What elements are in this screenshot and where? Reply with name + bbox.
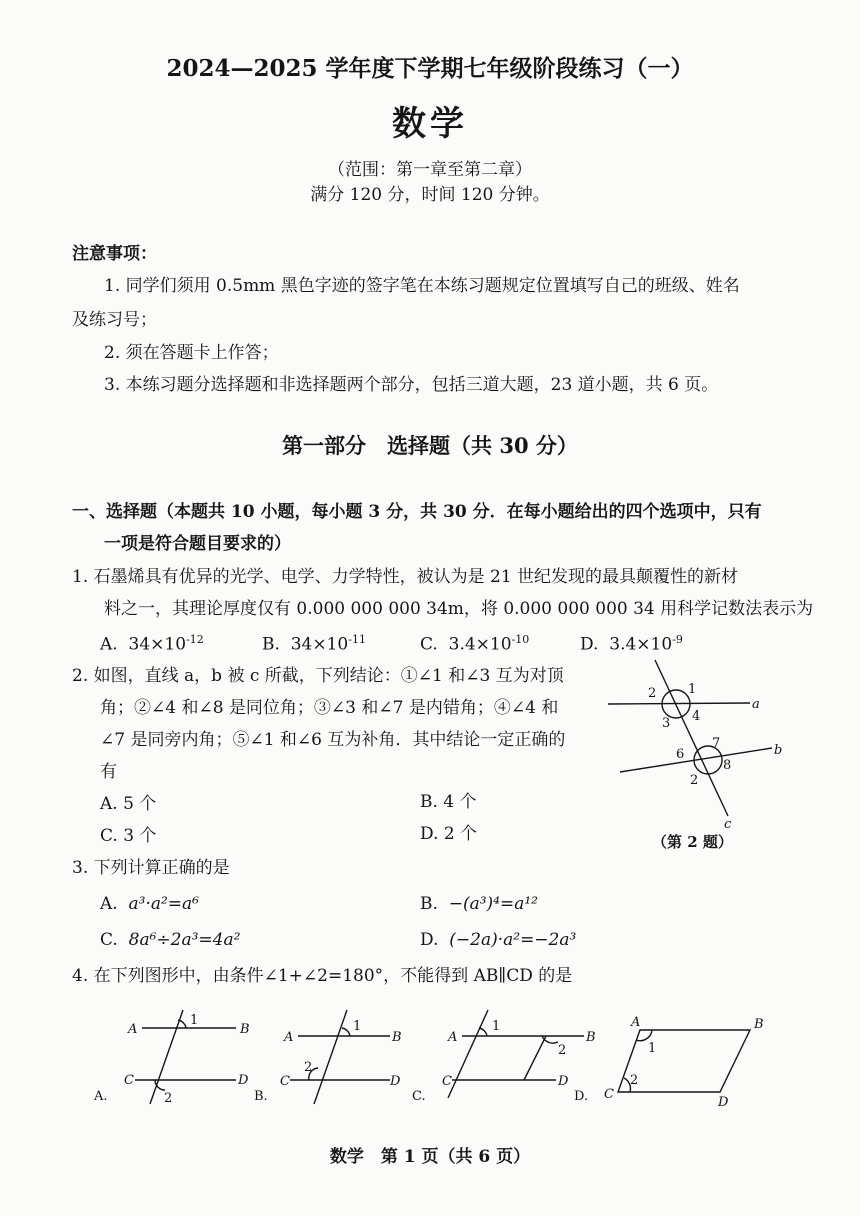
svg-text:C: C <box>124 1073 134 1088</box>
svg-text:2: 2 <box>558 1043 567 1058</box>
svg-text:A.: A. <box>94 1089 108 1104</box>
label-a: a <box>752 697 760 712</box>
q1-line1: 1. 石墨烯具有优异的光学、电学、力学特性，被认为是 21 世纪发现的最具颠覆性的新材 <box>72 567 739 587</box>
section-heading-cont: 一项是符合题目要求的） <box>104 534 291 554</box>
label-1: 1 <box>688 682 697 697</box>
q1-option-b: B. $34\times 10^{-11}$ <box>262 633 366 655</box>
svg-text:2: 2 <box>164 1091 173 1106</box>
label-4: 4 <box>692 709 701 724</box>
part1-title: 第一部分 选择题（共 30 分） <box>282 433 578 458</box>
q3-option-c: C. 8a⁶÷2a³=4a² <box>100 930 241 950</box>
label-8: 8 <box>723 758 732 773</box>
label-7: 7 <box>712 736 721 751</box>
q4-figures <box>90 998 810 1113</box>
svg-text:D: D <box>238 1073 249 1088</box>
q4-figure-a <box>135 1010 236 1104</box>
score-time: 满分 120 分，时间 120 分钟。 <box>310 185 550 205</box>
svg-text:1: 1 <box>492 1019 501 1034</box>
q2-line1: 2. 如图，直线 a，b 被 c 所截，下列结论：①∠1 和∠3 互为对顶 <box>72 666 564 686</box>
svg-text:C.: C. <box>412 1089 426 1104</box>
svg-text:1: 1 <box>190 1013 199 1028</box>
label-b: b <box>774 743 783 758</box>
note-item-1: 1. 同学们须用 0.5mm 黑色字迹的签字笔在本练习题规定位置填写自己的班级、姓名 <box>104 276 740 296</box>
label-c: c <box>724 817 732 830</box>
svg-text:D: D <box>390 1074 401 1089</box>
q1-option-d: D. $3.4\times 10^{-9}$ <box>580 633 683 655</box>
note-item-2: 2. 须在答题卡上作答； <box>104 343 279 363</box>
q2-line3: ∠7 是同旁内角；⑤∠1 和∠6 互为补角．其中结论一定正确的 <box>100 730 566 750</box>
q3-option-b: B. −(a³)⁴=a¹² <box>420 894 539 914</box>
q2-figure-caption: （第 2 题） <box>652 833 733 851</box>
svg-text:B: B <box>754 1017 764 1032</box>
label-3: 3 <box>662 716 671 731</box>
q2-option-b: B. 4 个 <box>420 792 477 812</box>
svg-text:A: A <box>284 1030 294 1045</box>
svg-text:A: A <box>448 1030 458 1045</box>
svg-text:C: C <box>442 1074 452 1089</box>
q3-option-d: D. (−2a)·a²=−2a³ <box>420 930 577 950</box>
svg-text:B.: B. <box>254 1089 268 1104</box>
q4-figure-b <box>290 1010 390 1104</box>
svg-text:D: D <box>558 1074 569 1089</box>
svg-text:A: A <box>631 1015 641 1030</box>
q2-line4: 有 <box>100 762 117 782</box>
svg-text:B: B <box>392 1030 402 1045</box>
q1-option-a: A. $34\times 10^{-12}$ <box>100 633 204 655</box>
label-6: 6 <box>676 747 685 762</box>
svg-text:B: B <box>240 1022 250 1037</box>
svg-text:D: D <box>718 1095 729 1110</box>
notes-heading: 注意事项： <box>72 244 157 264</box>
note-item-1-cont: 及练习号； <box>72 310 157 330</box>
line-a <box>608 703 750 704</box>
q2-option-c: C. 3 个 <box>100 826 157 846</box>
q2-line2: 角；②∠4 和∠8 是同位角；③∠3 和∠7 是内错角；④∠4 和 <box>100 698 559 718</box>
page-footer: 数学 第 1 页（共 6 页） <box>329 1147 531 1167</box>
q1-option-c: C. $3.4\times 10^{-10}$ <box>420 633 530 655</box>
exam-title: 2024—2025 学年度下学期七年级阶段练习（一） <box>166 55 694 82</box>
q1-line2: 料之一，其理论厚度仅有 0.000 000 000 34m，将 0.000 000 000 34 用科学记数法表示为 <box>104 599 814 619</box>
q4-stem: 4. 在下列图形中，由条件∠1+∠2=180°，不能得到 AB∥CD 的是 <box>72 966 573 986</box>
subject-title: 数学 <box>392 104 468 144</box>
svg-text:2: 2 <box>304 1060 313 1075</box>
svg-text:D.: D. <box>574 1089 589 1104</box>
svg-text:C: C <box>280 1074 290 1089</box>
q3-stem: 3. 下列计算正确的是 <box>72 858 230 878</box>
svg-text:C: C <box>604 1087 614 1102</box>
section-heading: 一、选择题（本题共 10 小题，每小题 3 分，共 30 分．在每小题给出的四个选项中，只有 <box>72 502 762 522</box>
svg-text:1: 1 <box>648 1041 657 1056</box>
note-item-3: 3. 本练习题分选择题和非选择题两个部分，包括三道大题，23 道小题，共 6 页。 <box>104 375 719 395</box>
svg-text:B: B <box>586 1030 596 1045</box>
label-2: 2 <box>648 686 657 701</box>
svg-text:1: 1 <box>353 1019 362 1034</box>
exam-scope: （范围：第一章至第二章） <box>328 160 532 180</box>
label-2-lower: 2 <box>690 773 699 788</box>
q2-option-d: D. 2 个 <box>420 824 478 844</box>
q2-option-a: A. 5 个 <box>100 794 157 814</box>
svg-text:2: 2 <box>630 1073 639 1088</box>
q2-figure <box>600 650 800 830</box>
q3-option-a: A. a³·a²=a⁶ <box>100 894 199 914</box>
svg-text:A: A <box>128 1022 138 1037</box>
